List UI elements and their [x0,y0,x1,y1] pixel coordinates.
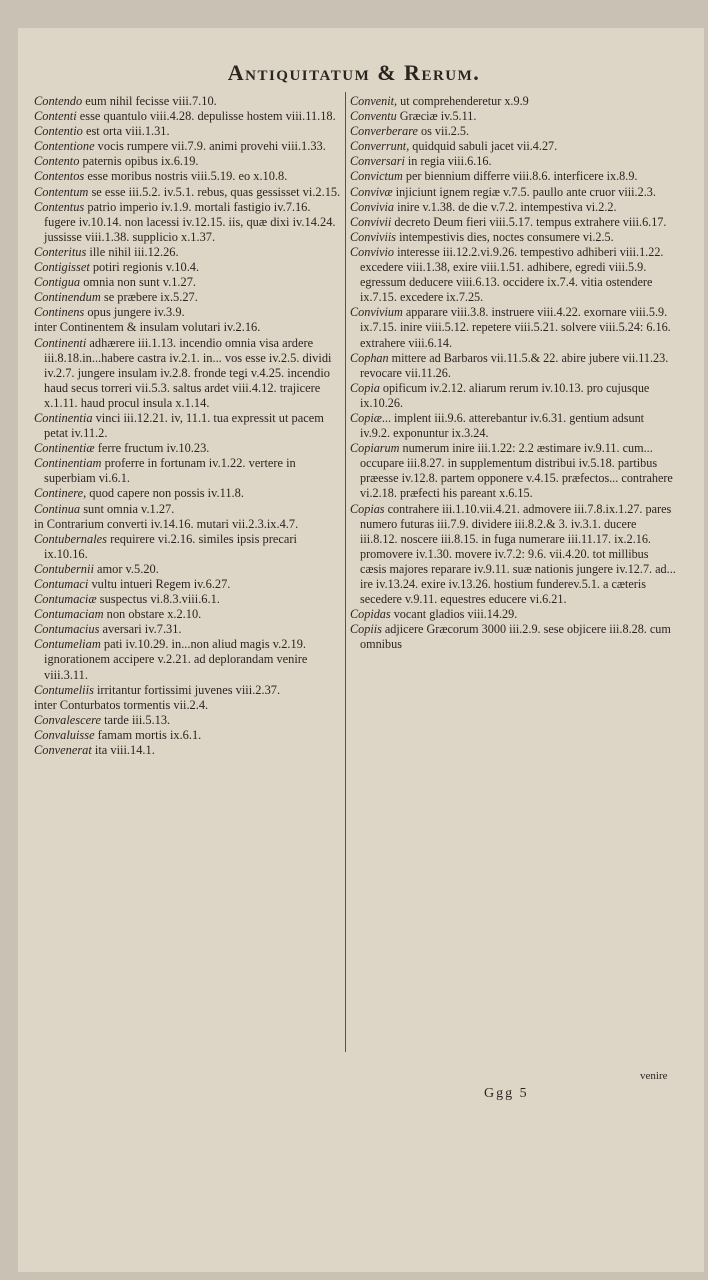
entry-references: irritantur fortissimi juvenes viii.2.37. [93,682,281,697]
entry-references: omnia non sunt v.1.27. [80,275,197,290]
entry-references: tarde iii.5.13. [100,712,171,727]
index-entry [34,139,342,154]
entry-references: famam mortis ix.6.1. [94,727,202,742]
entry-references: est orta viii.1.31. [82,124,170,139]
entry-headword: Converrunt [350,139,407,154]
index-entry [34,683,342,698]
entry-references: inter Continentem & insulam volutari iv.2.16. [34,320,261,335]
index-entry [34,607,342,622]
entry-references: pati iv.10.29. in...non aliud magis v.2.19. ignorationem accipere v.2.21. ad deplorandam venire viii.3.11. [44,637,308,682]
entry-references: eum nihil fecisse viii.7.10. [82,94,217,108]
entry-references: requirere vi.2.16. similes ipsis precari ix.10.16. [44,531,297,561]
entry-references: se præbere ix.5.27. [100,290,198,305]
entry-headword: Contentos [34,169,85,184]
entry-headword: Contigisset [34,260,90,275]
index-entry [350,351,676,381]
entry-headword: Contentum [34,184,89,199]
entry-headword: Contumeliis [34,682,94,697]
entry-headword: Convivia [350,199,395,214]
entry-references: esse moribus nostris viii.5.19. eo x.10.8. [84,169,288,184]
index-entry [34,592,342,607]
index-entry [34,260,342,275]
index-entry [350,215,676,230]
entry-headword: Contento [34,154,80,169]
entry-headword: Contenti [34,109,77,124]
entry-headword: Contumaciam [34,607,104,622]
entry-headword: Contentione [34,139,95,154]
entry-headword: Contumeliam [34,637,101,652]
index-entry [34,698,342,713]
index-entry [350,230,676,245]
entry-headword: Copiis [350,622,382,637]
index-entry [34,154,342,169]
entry-headword: Convalescere [34,712,101,727]
entry-headword: Copidas [350,607,391,622]
entry-references: potiri regionis v.10.4. [89,260,200,275]
entry-references: proferre in fortunam iv.1.22. vertere in superbiam vi.6.1. [44,456,296,486]
entry-headword: Conteritus [34,244,87,259]
index-entry [350,381,676,411]
entry-headword: Contendo [34,94,83,108]
index-entry [34,320,342,335]
entry-references: inire v.1.38. de die v.7.2. intempestiva vi.2.2. [394,199,617,214]
index-entry [34,305,342,320]
entry-headword: Contentus [34,199,85,214]
index-column-left [34,94,342,758]
entry-headword: Convenit [350,94,395,108]
entry-headword: Convivæ [350,184,393,199]
index-entry [34,185,342,200]
index-entry [34,275,342,290]
entry-references: paternis opibus ix.6.19. [79,154,199,169]
signature-mark: Ggg 5 [484,1086,529,1101]
entry-headword: Contumaci [34,577,89,591]
entry-headword: Continens [34,305,85,320]
index-entry [350,441,676,501]
index-entry [34,200,342,245]
entry-references: per biennium differre viii.8.6. interficere ix.8.9. [402,169,638,184]
entry-references: inter Conturbatos tormentis vii.2.4. [34,697,209,712]
entry-headword: Convaluisse [34,727,95,742]
entry-references: , quidquid sabuli jacet vii.4.27. [406,139,558,154]
entry-references: injiciunt ignem regiæ v.7.5. paullo ante cruor viii.2.3. [392,184,656,199]
index-entry [350,622,676,652]
index-entry [350,169,676,184]
entry-headword: Contubernii [34,561,94,576]
entry-headword: Contigua [34,275,81,290]
index-entry [350,185,676,200]
entry-headword: Copiæ [350,410,382,425]
entry-references: aversari iv.7.31. [99,622,182,637]
index-entry [34,637,342,682]
index-entry [350,200,676,215]
entry-references: in regia viii.6.16. [404,154,492,169]
entry-headword: Continere [34,486,84,501]
entry-references: ita viii.14.1. [91,743,155,758]
entry-references: ferre fructum iv.10.23. [94,441,210,456]
index-entry [34,245,342,260]
entry-headword: Conviviis [350,229,397,244]
entry-references: esse quantulo viii.4.28. depulisse hostem viii.11.18. [76,109,336,124]
entry-headword: Convivium [350,305,403,320]
entry-headword: Convenerat [34,743,92,758]
entry-references: intempestivis dies, noctes consumere vi.2.5. [396,229,614,244]
entry-references: interesse iii.12.2.vi.9.26. tempestivo adhiberi viii.1.22. excedere viii.1.38, exire viii.1.51. adhibere, egredi viii.5.9. egressum deducere viii.6.13. occidere ix.7.4. vitia ostendere ix.7.15. excedere ix.7.25. [360,244,664,305]
index-entry [34,728,342,743]
index-entry [34,622,342,637]
entry-references: decreto Deum fieri viii.5.17. tempus extrahere viii.6.17. [391,214,667,229]
entry-references: opus jungere iv.3.9. [84,305,185,320]
index-entry [350,245,676,305]
entry-headword: Contubernales [34,531,107,546]
entry-references: ille nihil iii.12.26. [86,244,179,259]
index-column-right [350,94,676,652]
index-entry [34,109,342,124]
index-entry [34,743,342,758]
entry-headword: Contumacius [34,622,100,637]
index-entry [350,305,676,350]
entry-references: vocant gladios viii.14.29. [390,607,518,622]
entry-references: , ut comprehenderetur x.9.9 [394,94,529,108]
entry-headword: Contentio [34,124,83,139]
entry-references: se esse iii.5.2. iv.5.1. rebus, quas gessisset vi.2.15. [88,184,341,199]
entry-references: non obstare x.2.10. [103,607,202,622]
entry-headword: Converberare [350,124,418,139]
entry-references: , quod capere non possis iv.11.8. [83,486,244,501]
entry-references: vocis rumpere vii.7.9. animi provehi viii.1.33. [94,139,326,154]
entry-references: Græciæ iv.5.11. [396,109,477,124]
entry-headword: Conventu [350,109,397,124]
entry-headword: Convivii [350,214,392,229]
index-entry [34,124,342,139]
entry-references: contrahere iii.1.10.vii.4.21. admovere iii.7.8.ix.1.27. pares numero futuras iii.7.9. dividere iii.8.2.& 3. iv.3.1. ducere iii.8.12. noscere iii.8.15. in fuga numerare iii.11.17. ix.2.16. promovere iv.1.30. movere iv.7.2: 9.6. vii.4.20. tot millibus cæsis majores reparare iv.9.11. suæ nationis jungere iv.12.7. ad... ire iv.13.24. exire iv.13.26. hostium funderev.5.1. a cæteris secedere v.9.11. equestres educere vi.6.21. [360,501,676,607]
index-entry [34,169,342,184]
entry-references: sunt omnia v.1.27. [80,501,175,516]
entry-references: mittere ad Barbaros vii.11.5.& 22. abire jubere vii.11.23. revocare vii.11.26. [360,350,669,380]
entry-headword: Continenti [34,335,87,350]
entry-headword: Contumaciæ [34,592,97,607]
entry-references: suspectus vi.8.3.viii.6.1. [96,592,220,607]
index-entry [34,486,342,501]
entry-headword: Convivio [350,244,395,259]
entry-headword: Continendum [34,290,101,305]
entry-references: patrio imperio iv.1.9. mortali fastigio iv.7.16. fugere iv.10.14. non lacessi iv.12.15. iis, quæ dixi iv.14.24. jussisse viii.1.38. supplicio x.1.37. [44,199,336,244]
entry-headword: Conversari [350,154,405,169]
entry-headword: Continentia [34,410,93,425]
index-entry [34,517,342,532]
index-entry [350,502,676,608]
index-entry [34,411,342,441]
index-entry [34,532,342,562]
catchword: venire [640,1070,668,1082]
entry-references: os vii.2.5. [417,124,470,139]
index-entry [350,154,676,169]
index-entry [34,456,342,486]
entry-references: adhærere iii.1.13. incendio omnia visa ardere iii.8.18.in...habere castra iv.2.1. in... vos esse iv.2.5. dividi iv.2.7. jungere insulam iv.2.8. fronde tegi v.4.25. incendio haud secus torreri vii.5.3. saltus ardet viii.4.12. trajicere x.1.11. haud procul insula x.1.14. [44,335,332,410]
index-entry [350,607,676,622]
index-entry [34,441,342,456]
index-entry [34,577,342,592]
entry-headword: Continentiam [34,456,102,471]
column-divider [345,92,346,1052]
page-header: Antiquitatum & Rerum. [227,60,481,85]
index-entry [350,411,676,441]
entry-references: ... implent iii.9.6. atterebantur iv.6.31. gentium adsunt iv.9.2. exponuntur ix.3.24. [360,410,645,441]
entry-references: in Contrarium converti iv.14.16. mutari vii.2.3.ix.4.7. [34,516,299,531]
entry-references: amor v.5.20. [93,561,159,576]
index-entry [34,290,342,305]
entry-headword: Continua [34,501,81,516]
index-entry [34,336,342,411]
entry-references: opificum iv.2.12. aliarum rerum iv.10.13. pro cujusque ix.10.26. [360,380,650,410]
entry-references: vinci iii.12.21. iv, 11.1. tua expressit ut pacem petat iv.11.2. [44,410,324,441]
index-entry [34,562,342,577]
index-entry [350,139,676,154]
entry-headword: Copias [350,501,385,516]
entry-headword: Copiarum [350,441,400,456]
index-entry [34,713,342,728]
index-entry [350,94,676,109]
entry-references: vultu intueri Regem iv.6.27. [88,577,231,591]
index-entry [34,94,342,109]
entry-headword: Copia [350,380,380,395]
index-entry [34,502,342,517]
entry-references: numerum inire iii.1.22: 2.2 æstimare iv.9.11. cum... occupare iii.8.27. in supplementum distribui iv.5.18. partibus præesse iv.12.8. partem opponere v.4.15. præfectos... contrahere vi.2.18. præfecti his pareant x.6.15. [360,441,673,501]
entry-headword: Convictum [350,169,403,184]
entry-references: adjicere Græcorum 3000 iii.2.9. sese objicere iii.8.28. cum omnibus [360,622,671,652]
entry-headword: Continentiæ [34,441,95,456]
index-entry [350,124,676,139]
entry-headword: Cophan [350,350,389,365]
entry-references: apparare viii.3.8. instruere viii.4.22. exornare viii.5.9. ix.7.15. inire viii.5.12. repetere viii.5.21. solvere viii.5.24: 6.16. extrahere viii.6.14. [360,305,671,350]
index-entry [350,109,676,124]
